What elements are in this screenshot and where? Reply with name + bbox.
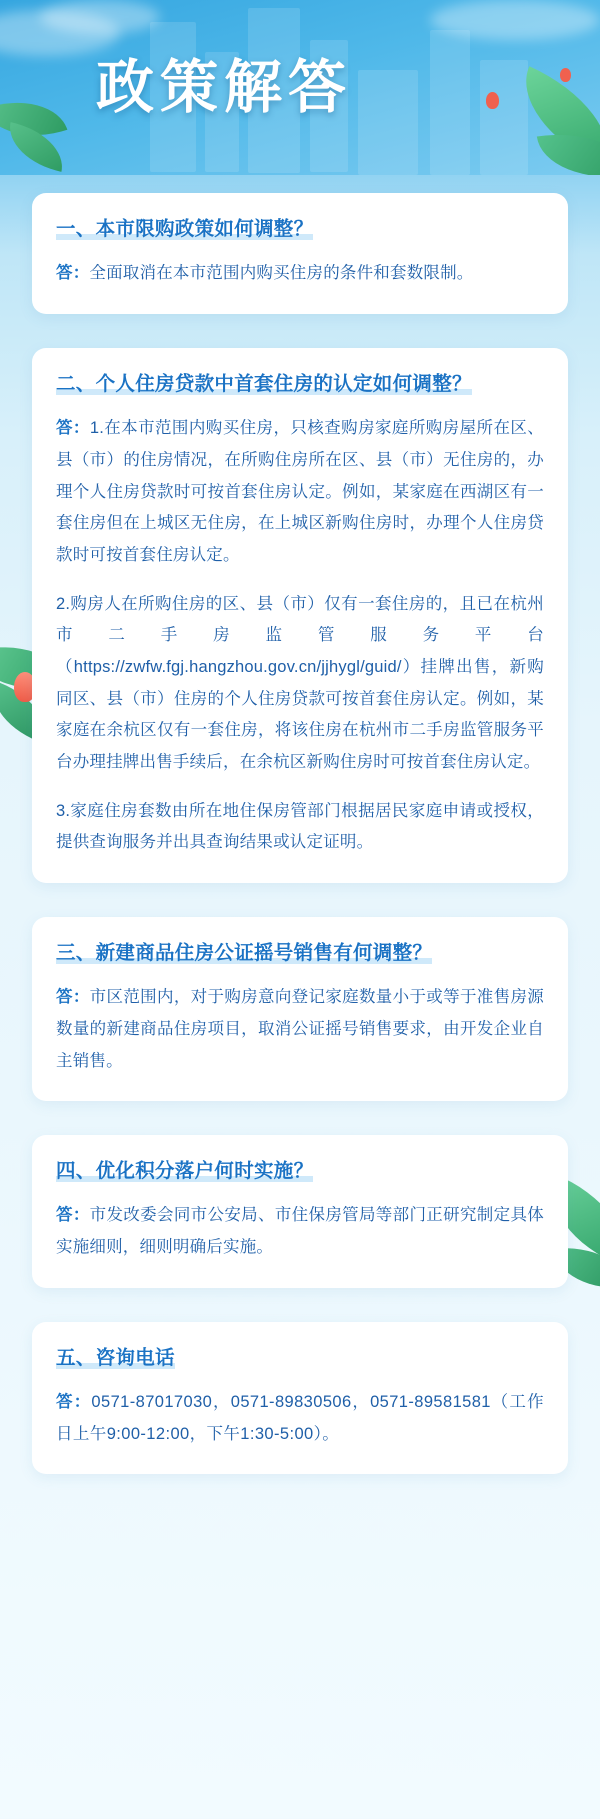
cloud-icon <box>40 0 160 34</box>
faq-question-text: 一、本市限购政策如何调整？ <box>56 218 314 240</box>
building-skyline-icon <box>430 30 470 175</box>
answer-text: 市发改委会同市公安局、市住保房管局等部门正研究制定具体实施细则，细则明确后实施。 <box>56 1206 544 1257</box>
faq-question <box>56 939 544 968</box>
faq-question <box>56 1157 544 1186</box>
answer-text: 1.在本市范围内购买住房，只核查购房家庭所购房屋所在区、县（市）的住房情况，在所购住房所在区、县（市）无住房的，办理个人住房贷款时可按首套住房认定。例如，某家庭在西湖区有一套住房但在上城区无住房，在上城区新购住房时，办理个人住房贷款时可按首套住房认定。 <box>56 419 544 564</box>
answer-label: 答： <box>56 419 90 438</box>
answer-text: 全面取消在本市范围内购买住房的条件和套数限制。 <box>89 264 474 283</box>
faq-question-text: 四、优化积分落户何时实施？ <box>56 1160 314 1183</box>
faq-card <box>32 348 568 883</box>
faq-answer-paragraph <box>56 1200 544 1263</box>
answer-label: 答： <box>56 988 90 1007</box>
faq-card <box>32 1322 568 1475</box>
faq-answer-paragraph <box>56 413 544 571</box>
faq-question <box>56 370 544 399</box>
berry-icon <box>486 92 499 109</box>
faq-question-text: 三、新建商品住房公证摇号销售有何调整？ <box>56 941 433 964</box>
answer-text: 市区范围内，对于购房意向登记家庭数量小于或等于准售房源数量的新建商品住房项目，取消公证摇号销售要求，由开发企业自主销售。 <box>56 988 544 1070</box>
faq-answer-paragraph <box>56 1387 544 1450</box>
page-header <box>0 0 600 175</box>
building-skyline-icon <box>358 70 418 175</box>
answer-label: 答： <box>56 264 90 283</box>
faq-answer-paragraph: 2.购房人在所购住房的区、县（市）仅有一套住房的，且已在杭州市二手房监管服务平台（https://zwfw.fgj.hangzhou.gov.cn/jjhygl/guid/）挂牌出售，新购同区、县（市）住房的个人住房贷款可按首套住房认定。例如，某家庭在余杭区仅有一套住房，将该住房在杭州市二手房监管服务平台办理挂牌出售手续后，在余杭区新购住房时可按首套住房认定。 <box>56 594 544 771</box>
faq-card <box>32 193 568 314</box>
faq-card <box>32 1135 568 1288</box>
faq-answer-paragraph: 3.家庭住房套数由所在地住保房管部门根据居民家庭申请或授权，提供查询服务并出具查询结果或认定证明。 <box>56 801 544 852</box>
answer-label: 答： <box>56 1393 92 1412</box>
building-skyline-icon <box>480 60 528 175</box>
faq-card <box>32 917 568 1101</box>
faq-question <box>56 1344 544 1373</box>
faq-question <box>56 215 544 244</box>
faq-question-text: 五、咨询电话 <box>56 1346 175 1369</box>
faq-answer-paragraph <box>56 982 544 1077</box>
faq-list <box>0 175 600 1548</box>
answer-text: 0571-87017030，0571-89830506，0571-89581581（工作日上午9:00-12:00，下午1:30-5:00）。 <box>56 1393 544 1443</box>
faq-answer-paragraph <box>56 258 544 290</box>
faq-question-text: 二、个人住房贷款中首套住房的认定如何调整？ <box>56 372 472 395</box>
answer-label: 答： <box>56 1206 90 1225</box>
berry-icon <box>560 68 571 82</box>
page-title: 政策解答 <box>96 55 353 120</box>
